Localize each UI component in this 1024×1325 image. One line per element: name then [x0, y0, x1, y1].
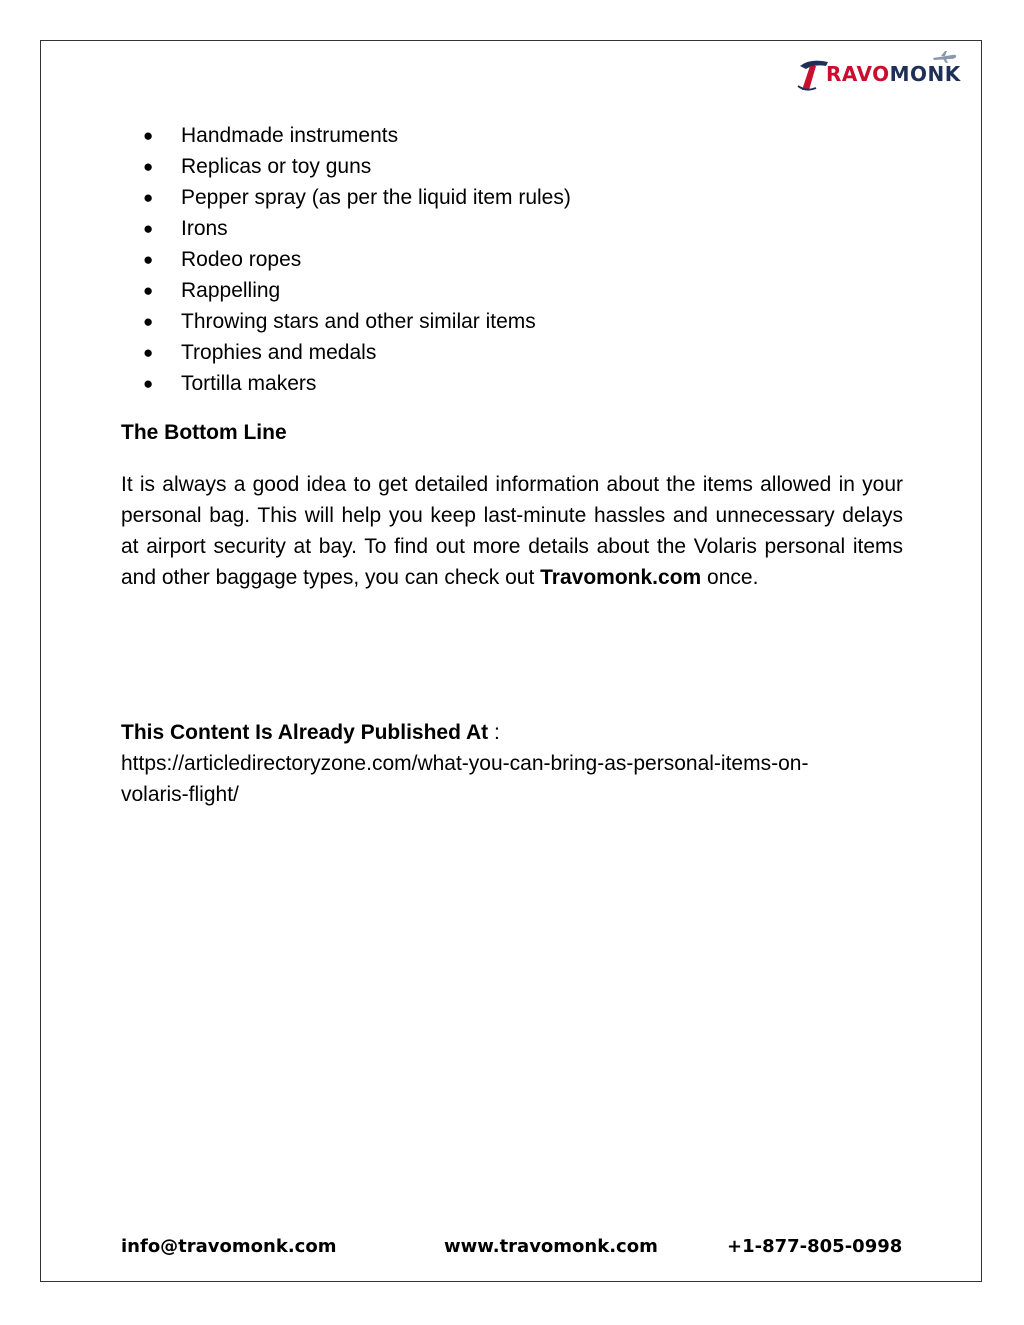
source-url-line-1[interactable]: https://articledirectoryzone.com/what-you-can-bring-as-personal-items-on-: [121, 752, 809, 775]
bullet-icon: ●: [143, 374, 154, 393]
bullet-icon: ●: [143, 281, 154, 300]
list-item: ● Trophies and medals: [121, 337, 571, 368]
logo-t-mark-icon: [796, 56, 830, 92]
airplane-icon: [932, 50, 958, 64]
section-heading: The Bottom Line: [121, 421, 287, 444]
footer-phone[interactable]: +1-877-805-0998: [727, 1236, 903, 1257]
published-at-block: [121, 717, 921, 810]
travomonk-logo[interactable]: [796, 50, 971, 94]
published-label: This Content Is Already Published At: [121, 721, 489, 744]
list-item: ● Pepper spray (as per the liquid item rules): [121, 182, 571, 213]
footer-website[interactable]: www.travomonk.com: [444, 1236, 658, 1257]
list-item: ● Handmade instruments: [121, 120, 571, 151]
bullet-icon: ●: [143, 157, 154, 176]
list-item: ● Tortilla makers: [121, 368, 571, 399]
bottom-line-paragraph: It is always a good idea to get detailed information about the items allowed in your personal bag. This will help you keep last-minute hassles and unnecessary delays at airport security at bay. To find out more details about the Volaris personal items and other baggage types, you can check out Travomonk.com once.: [121, 473, 903, 589]
prohibited-items-list: [121, 120, 571, 399]
bullet-icon: ●: [143, 343, 154, 362]
list-item: ● Irons: [121, 213, 571, 244]
list-item: ● Rodeo ropes: [121, 244, 571, 275]
bullet-icon: ●: [143, 312, 154, 331]
bullet-icon: ●: [143, 250, 154, 269]
travomonk-link[interactable]: Travomonk.com: [540, 566, 702, 589]
source-url-line-2[interactable]: volaris-flight/: [121, 783, 239, 806]
bullet-icon: ●: [143, 126, 154, 145]
list-item: ● Rappelling: [121, 275, 571, 306]
list-item: ● Throwing stars and other similar items: [121, 306, 571, 337]
list-item: ● Replicas or toy guns: [121, 151, 571, 182]
bullet-icon: ●: [143, 188, 154, 207]
published-separator: :: [494, 721, 500, 744]
footer-email[interactable]: info@travomonk.com: [121, 1236, 337, 1257]
logo-wordmark: RAVOMONK: [826, 62, 961, 86]
bullet-icon: ●: [143, 219, 154, 238]
